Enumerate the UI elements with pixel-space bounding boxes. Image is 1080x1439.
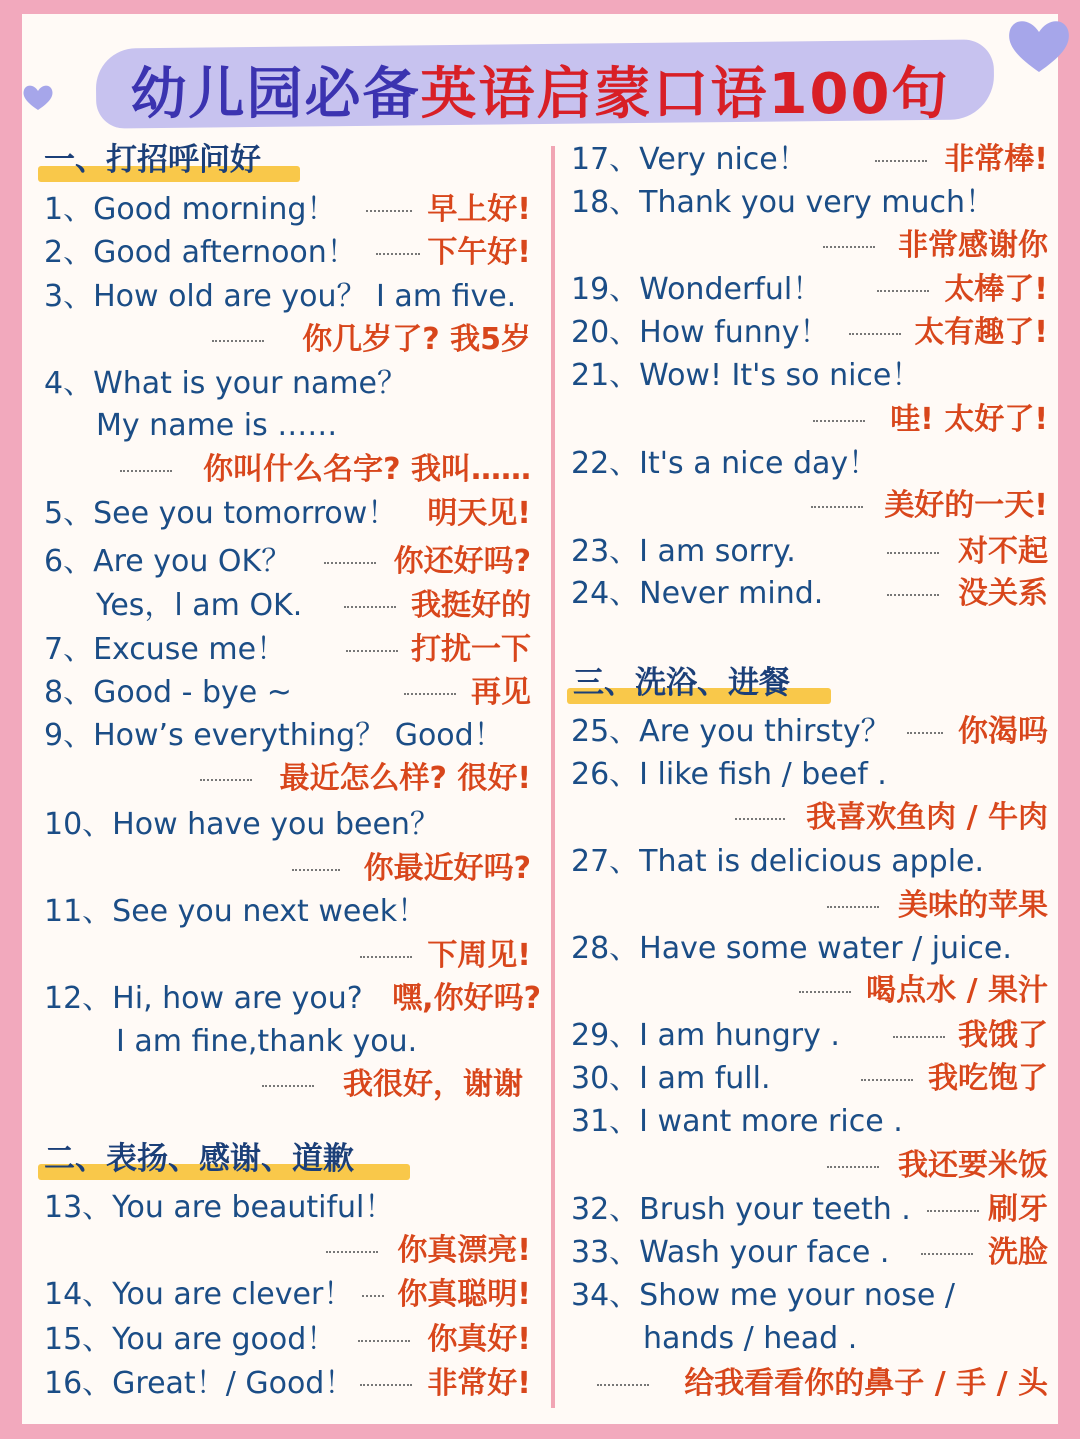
leader-dots xyxy=(344,606,396,608)
leader-dots xyxy=(292,869,340,871)
column-divider xyxy=(551,146,555,1408)
phrase-en: 2、Good afternoon！ xyxy=(44,235,357,270)
phrase-cn: 你几岁了? 我5岁 xyxy=(302,322,531,357)
phrase-cn: 你真漂亮! xyxy=(397,1233,531,1268)
phrase-en: 7、Excuse me！ xyxy=(44,632,287,667)
leader-dots xyxy=(861,1079,913,1081)
phrase-cn: 我喜欢鱼肉 / 牛肉 xyxy=(806,800,1048,835)
phrase-en: 13、You are beautiful！ xyxy=(44,1190,395,1225)
leader-dots xyxy=(927,1210,979,1212)
phrase-cn: 下周见! xyxy=(427,938,531,973)
title-part1: 幼儿园必备 xyxy=(130,62,421,127)
phrase-cn: 你真好! xyxy=(427,1322,531,1357)
phrase-cn: 最近怎么样? 很好! xyxy=(279,761,531,796)
leader-dots xyxy=(376,253,420,255)
leader-dots xyxy=(827,1166,879,1168)
phrase-cn: 给我看看你的鼻子 / 手 / 头 xyxy=(684,1366,1048,1401)
phrase-en: 16、Great！/ Good！ xyxy=(44,1366,355,1401)
phrase-en: 10、How have you been？ xyxy=(44,807,440,842)
phrase-en: I am fine,thank you. xyxy=(116,1024,418,1059)
leader-dots xyxy=(358,1340,410,1342)
phrase-en: 34、Show me your nose / xyxy=(571,1278,955,1313)
phrase-cn: 我挺好的 xyxy=(411,588,531,623)
leader-dots xyxy=(735,818,785,820)
phrase-en: 27、That is delicious apple. xyxy=(571,844,985,879)
phrase-cn: 我很好，谢谢 xyxy=(343,1067,523,1102)
page-title xyxy=(0,50,1080,130)
phrase-en: 31、I want more rice . xyxy=(571,1104,903,1139)
phrase-cn: 哇! 太好了! xyxy=(890,402,1048,437)
leader-dots xyxy=(849,333,901,335)
leader-dots xyxy=(597,1384,649,1386)
leader-dots xyxy=(360,956,412,958)
phrase-cn: 你最近好吗? xyxy=(363,851,531,886)
leader-dots xyxy=(200,779,252,781)
phrase-cn: 非常好! xyxy=(427,1366,531,1401)
phrase-en: 11、See you next week！ xyxy=(44,894,428,929)
phrase-cn: 早上好! xyxy=(427,192,531,227)
phrase-en: hands / head . xyxy=(643,1321,858,1356)
phrase-cn: 你渴吗 xyxy=(958,714,1048,749)
phrase-en: 1、Good morning！ xyxy=(44,192,337,227)
leader-dots xyxy=(823,246,875,248)
leader-dots xyxy=(346,650,398,652)
phrase-cn: 非常棒! xyxy=(944,142,1048,177)
phrase-cn: 下午好! xyxy=(427,235,531,270)
leader-dots xyxy=(813,420,865,422)
leader-dots xyxy=(921,1253,973,1255)
phrase-cn: 洗脸 xyxy=(988,1235,1048,1270)
phrase-en: Yes，l am OK. xyxy=(96,588,303,623)
leader-dots xyxy=(120,470,172,472)
phrase-en: 21、Wow! It's so nice！ xyxy=(571,358,922,393)
section-heading: 二、表扬、感谢、道歉 xyxy=(44,1141,354,1177)
phrase-cn: 美味的苹果 xyxy=(898,888,1048,923)
phrase-cn: 你真聪明! xyxy=(397,1277,531,1312)
leader-dots xyxy=(324,562,376,564)
phrase-cn: 你叫什么名字? 我叫…… xyxy=(203,452,531,487)
phrase-cn: 我饿了 xyxy=(958,1018,1048,1053)
phrase-en: 25、Are you thirsty？ xyxy=(571,714,891,749)
phrase-en: 23、I am sorry. xyxy=(571,534,796,569)
phrase-cn: 我吃饱了 xyxy=(928,1061,1048,1096)
phrase-cn: 没关系 xyxy=(958,576,1048,611)
leader-dots xyxy=(366,210,412,212)
phrase-cn: 打扰一下 xyxy=(411,632,531,667)
phrase-cn: 再见 xyxy=(471,675,531,710)
leader-dots xyxy=(875,160,927,162)
leader-dots xyxy=(887,594,939,596)
phrase-en: 29、I am hungry . xyxy=(571,1018,840,1053)
leader-dots xyxy=(907,732,943,734)
phrase-en: 24、Never mind. xyxy=(571,576,824,611)
phrase-cn: 太有趣了! xyxy=(914,315,1048,350)
phrase-en: 28、Have some water / juice. xyxy=(571,931,1012,966)
phrase-en: 33、Wash your face . xyxy=(571,1235,890,1270)
phrase-cn: 太棒了! xyxy=(944,272,1048,307)
leader-dots xyxy=(877,290,929,292)
phrase-en: 26、I like fish / beef . xyxy=(571,757,887,792)
leader-dots xyxy=(811,506,863,508)
phrase-en: 20、How funny！ xyxy=(571,315,830,350)
leader-dots xyxy=(887,552,939,554)
phrase-cn: 明天见! xyxy=(427,496,531,531)
phrase-cn: 我还要米饭 xyxy=(898,1148,1048,1183)
phrase-en: 5、See you tomorrow！ xyxy=(44,496,398,531)
phrase-cn: 喝点水 / 果汁 xyxy=(866,973,1048,1008)
leader-dots xyxy=(827,906,879,908)
phrase-cn: 刷牙 xyxy=(988,1192,1048,1227)
phrase-en: 30、I am full. xyxy=(571,1061,771,1096)
leader-dots xyxy=(326,1251,378,1253)
phrase-en: 22、It's a nice day！ xyxy=(571,446,879,481)
phrase-en: 32、Brush your teeth . xyxy=(571,1192,911,1227)
phrase-en: My name is …… xyxy=(96,408,338,443)
phrase-cn: 嘿,你好吗? xyxy=(392,981,541,1016)
leader-dots xyxy=(262,1085,314,1087)
section-heading: 三、洗浴、进餐 xyxy=(573,665,790,701)
phrase-cn: 你还好吗? xyxy=(393,544,531,579)
leader-dots xyxy=(404,693,456,695)
phrase-cn: 美好的一天! xyxy=(884,488,1048,523)
phrase-en: 3、How old are you？ I am five. xyxy=(44,279,517,314)
leader-dots xyxy=(799,991,851,993)
leader-dots xyxy=(362,1295,384,1297)
phrase-en: 17、Very nice！ xyxy=(571,142,808,177)
phrase-cn: 对不起 xyxy=(958,534,1048,569)
title-part2: 英语启蒙口语100句 xyxy=(420,62,950,127)
phrase-en: 4、What is your name？ xyxy=(44,366,408,401)
phrase-cn: 非常感谢你 xyxy=(898,228,1048,263)
phrase-en: 19、Wonderful！ xyxy=(571,272,823,307)
leader-dots xyxy=(360,1384,412,1386)
phrase-en: 9、How’s everything？ Good！ xyxy=(44,718,504,753)
leader-dots xyxy=(893,1036,945,1038)
phrase-en: 14、You are clever！ xyxy=(44,1277,354,1312)
phrase-en: 8、Good - bye ~ xyxy=(44,675,292,710)
phrase-en: 18、Thank you very much！ xyxy=(571,185,996,220)
section-heading: 一、打招呼问好 xyxy=(44,142,261,178)
phrase-en: 12、Hi, how are you? xyxy=(44,981,363,1016)
phrase-en: 6、Are you OK？ xyxy=(44,544,292,579)
phrase-en: 15、You are good！ xyxy=(44,1322,337,1357)
leader-dots xyxy=(212,340,264,342)
